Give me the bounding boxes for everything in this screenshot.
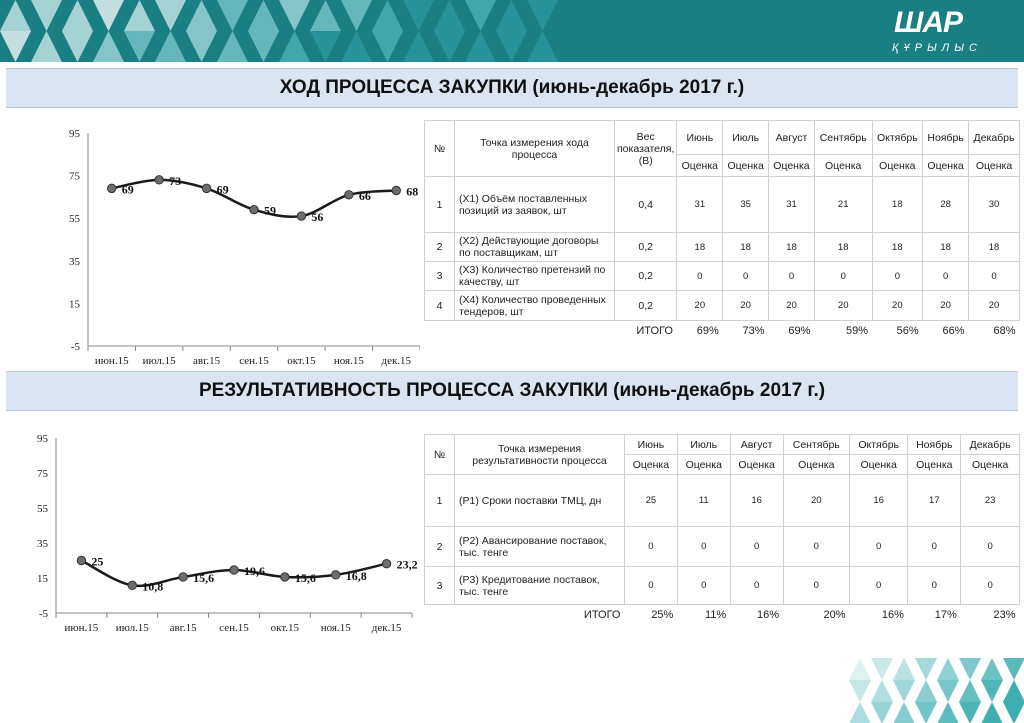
x-tick-label: окт.15 [270, 622, 300, 634]
cell-value: 16 [730, 475, 783, 527]
cell-value: 0 [814, 262, 872, 291]
x-tick-label: дек.15 [371, 622, 402, 634]
x-tick-label: ноя.15 [333, 355, 364, 367]
decor-triangle [849, 680, 871, 702]
data-label: 15,6 [294, 570, 316, 585]
total-value: 59% [846, 324, 869, 337]
cell-value: 31 [769, 177, 815, 233]
y-tick-label: 75 [69, 170, 80, 183]
row-label: (Р3) Кредитование поставок, тыс. тенге [455, 567, 625, 605]
decor-triangle [893, 658, 915, 680]
table-row [425, 262, 1020, 291]
y-tick-label: -5 [70, 341, 80, 353]
decor-triangle [155, 0, 186, 31]
cell-value: 20 [969, 291, 1020, 321]
decor-triangle [372, 31, 403, 62]
row-num: 3 [425, 567, 455, 605]
data-point [108, 184, 116, 192]
decor-triangle [124, 31, 155, 62]
data-point [77, 556, 85, 564]
data-label: 15,6 [193, 570, 215, 585]
data-label: 66 [358, 188, 371, 203]
score-header: Оценка [677, 155, 723, 177]
total-value: 56% [896, 324, 919, 337]
y-tick-label: 75 [37, 468, 48, 480]
month-header: Ноябрь [908, 435, 961, 455]
total-value: 23% [993, 608, 1016, 621]
decor-triangle [403, 31, 434, 62]
score-header: Оценка [850, 455, 908, 475]
decor-triangle [496, 0, 527, 31]
cell-value: 21 [814, 177, 872, 233]
table-row [425, 567, 1020, 605]
score-header: Оценка [769, 155, 815, 177]
data-label: 19,6 [244, 563, 265, 578]
logo-mark: ШАР [894, 6, 963, 39]
month-header: Декабрь [961, 435, 1020, 455]
decor-triangle [496, 31, 527, 62]
row-num: 1 [425, 475, 455, 527]
x-tick-label: июн.15 [94, 355, 129, 367]
cell-value: 18 [814, 233, 872, 262]
score-header: Оценка [872, 155, 923, 177]
decor-triangle [871, 680, 893, 702]
y-tick-label: 95 [37, 433, 48, 445]
x-tick-label: июл.15 [142, 355, 176, 367]
col-weight-header: Вес показателя, (В) [615, 121, 677, 177]
cell-value: 18 [723, 233, 769, 262]
decor-triangle [93, 31, 124, 62]
decor-triangle [915, 658, 937, 680]
decor-triangle [279, 31, 310, 62]
data-point [250, 205, 258, 213]
decor-triangle [62, 0, 93, 31]
data-label: 56 [311, 210, 324, 225]
decor-triangle [981, 658, 1003, 680]
decor-triangle [959, 680, 981, 702]
decor-triangle [310, 31, 341, 62]
cell-value: 0 [783, 567, 849, 605]
decor-triangle [31, 0, 62, 31]
cell-value: 0 [969, 262, 1020, 291]
decor-triangle [217, 0, 248, 31]
cell-value: 0 [908, 527, 961, 567]
col-point-header: Точка измерения результативности процесса [455, 435, 625, 475]
row-label: (Р1) Сроки поставки ТМЦ, дн [455, 475, 625, 527]
x-tick-label: сен.15 [219, 622, 249, 634]
row-label: (Р2) Авансирование поставок, тыс. тенге [455, 527, 625, 567]
total-value: 69% [788, 324, 811, 337]
month-header: Июль [723, 121, 769, 155]
decor-triangle [465, 31, 496, 62]
cell-value: 20 [677, 291, 723, 321]
row-weight: 0,4 [615, 177, 677, 233]
month-header: Октябрь [850, 435, 908, 455]
row-label: (Х1) Объём поставленных позиций из заявок, шт [455, 177, 615, 233]
total-value: 68% [993, 324, 1016, 337]
score-header: Оценка [723, 155, 769, 177]
decor-triangle [1003, 680, 1024, 702]
row-weight: 0,2 [615, 262, 677, 291]
data-point [382, 559, 390, 567]
cell-value: 0 [783, 527, 849, 567]
decor-triangle [981, 680, 1003, 702]
x-tick-label: июн.15 [64, 622, 99, 634]
section-title-effectiveness [6, 371, 1018, 411]
company-logo [886, 6, 1006, 58]
decor-triangle [31, 31, 62, 62]
decor-triangle [93, 0, 124, 31]
data-point [230, 566, 238, 574]
y-tick-label: 35 [69, 255, 80, 268]
x-tick-label: сен.15 [239, 355, 269, 367]
data-point [128, 581, 136, 589]
decor-triangle [893, 702, 915, 723]
row-label: (Х3) Количество претензий по качеству, шт [455, 262, 615, 291]
x-tick-label: авг.15 [193, 355, 221, 367]
data-point [392, 186, 400, 194]
decor-triangle [403, 0, 434, 31]
score-header: Оценка [677, 455, 730, 475]
score-header: Оценка [625, 455, 678, 475]
decor-triangle [0, 0, 31, 31]
cell-value: 0 [872, 262, 923, 291]
cell-value: 0 [677, 527, 730, 567]
y-tick-label: 55 [37, 503, 48, 515]
y-tick-label: 35 [37, 538, 48, 550]
y-tick-label: 15 [69, 298, 80, 311]
data-point [202, 184, 210, 192]
cell-value: 0 [769, 262, 815, 291]
cell-value: 28 [923, 177, 969, 233]
totals-label: ИТОГО [636, 324, 673, 337]
cell-value: 20 [769, 291, 815, 321]
month-header: Сентябрь [783, 435, 849, 455]
data-label: 25 [91, 554, 104, 569]
cell-value: 25 [625, 475, 678, 527]
cell-value: 20 [872, 291, 923, 321]
score-header: Оценка [961, 455, 1020, 475]
cell-value: 0 [850, 567, 908, 605]
decor-triangle [217, 31, 248, 62]
progress-line-chart [40, 118, 420, 368]
cell-value: 20 [723, 291, 769, 321]
decor-triangle [279, 0, 310, 31]
cell-value: 0 [908, 567, 961, 605]
cell-value: 16 [850, 475, 908, 527]
cell-value: 0 [730, 527, 783, 567]
total-value: 16% [881, 608, 904, 621]
cell-value: 20 [923, 291, 969, 321]
data-point [297, 212, 305, 220]
row-num: 3 [425, 262, 455, 291]
cell-value: 17 [908, 475, 961, 527]
total-value: 73% [742, 324, 765, 337]
table-row [425, 291, 1020, 321]
x-tick-label: авг.15 [169, 622, 197, 634]
cell-value: 18 [923, 233, 969, 262]
cell-value: 0 [625, 567, 678, 605]
decor-triangle [186, 31, 217, 62]
decor-triangle [849, 702, 871, 723]
cell-value: 30 [969, 177, 1020, 233]
row-num: 4 [425, 291, 455, 321]
logo-subtitle: ҚҰРЫЛЫС [892, 42, 982, 54]
decor-triangle [434, 31, 465, 62]
data-label: 69 [121, 182, 134, 197]
x-tick-label: окт.15 [287, 355, 316, 367]
data-point [179, 573, 187, 581]
score-header: Оценка [783, 455, 849, 475]
score-header: Оценка [730, 455, 783, 475]
total-value: 20% [823, 608, 846, 621]
cell-value: 20 [783, 475, 849, 527]
col-point-header: Точка измерения хода процесса [455, 121, 615, 177]
row-num: 2 [425, 527, 455, 567]
decor-triangle [527, 31, 558, 62]
score-header: Оценка [969, 155, 1020, 177]
data-label: 73 [169, 173, 182, 188]
cell-value: 18 [677, 233, 723, 262]
cell-value: 0 [961, 527, 1020, 567]
data-label: 10,8 [142, 579, 164, 594]
decor-triangle [310, 0, 341, 31]
data-label: 69 [216, 182, 229, 197]
col-num-header: № [425, 435, 455, 475]
month-header: Июнь [677, 121, 723, 155]
month-header: Ноябрь [923, 121, 969, 155]
totals-row [425, 321, 1020, 341]
month-header: Август [769, 121, 815, 155]
x-tick-label: июл.15 [115, 622, 149, 634]
month-header: Август [730, 435, 783, 455]
table-row [425, 527, 1020, 567]
cell-value: 0 [723, 262, 769, 291]
cell-value: 18 [769, 233, 815, 262]
cell-value: 0 [923, 262, 969, 291]
decor-triangle [248, 0, 279, 31]
cell-value: 35 [723, 177, 769, 233]
data-point [155, 176, 163, 184]
decor-triangle [341, 31, 372, 62]
effectiveness-line-chart [20, 428, 420, 638]
row-weight: 0,2 [615, 291, 677, 321]
row-label: (Х2) Действующие договоры по поставщикам, шт [455, 233, 615, 262]
data-label: 68 [406, 184, 419, 199]
data-label: 23,2 [396, 557, 418, 572]
decor-triangle [341, 0, 372, 31]
total-value: 11% [704, 608, 727, 621]
cell-value: 0 [677, 567, 730, 605]
month-header: Июль [677, 435, 730, 455]
data-point [332, 571, 340, 579]
row-weight: 0,2 [615, 233, 677, 262]
month-header: Октябрь [872, 121, 923, 155]
totals-row [425, 605, 1020, 625]
data-point [281, 573, 289, 581]
data-label: 16,8 [345, 568, 367, 583]
decor-triangle [465, 0, 496, 31]
decor-triangle [915, 702, 937, 723]
section-title-effectiveness-text: РЕЗУЛЬТАТИВНОСТЬ ПРОЦЕССА ЗАКУПКИ (июнь-декабрь 2017 г.) [198, 380, 826, 401]
decor-triangle [186, 0, 217, 31]
decor-triangle [62, 31, 93, 62]
row-num: 2 [425, 233, 455, 262]
footer-triangle-pattern [849, 658, 1024, 723]
data-point [345, 191, 353, 199]
totals-label: ИТОГО [583, 608, 621, 621]
col-num-header: № [425, 121, 455, 177]
progress-table [424, 120, 1020, 341]
decor-triangle [959, 658, 981, 680]
section-title-progress [6, 68, 1018, 108]
cell-value: 18 [969, 233, 1020, 262]
score-header: Оценка [814, 155, 872, 177]
decor-triangle [248, 31, 279, 62]
score-header: Оценка [908, 455, 961, 475]
cell-value: 18 [872, 177, 923, 233]
y-tick-label: 95 [69, 128, 80, 140]
total-value: 66% [942, 324, 965, 337]
cell-value: 11 [677, 475, 730, 527]
row-label: (Х4) Количество проведенных тендеров, шт [455, 291, 615, 321]
x-tick-label: дек.15 [381, 355, 412, 367]
cell-value: 20 [814, 291, 872, 321]
month-header: Июнь [625, 435, 678, 455]
decor-triangle [372, 0, 403, 31]
decor-triangle [527, 0, 558, 31]
table-row [425, 475, 1020, 527]
cell-value: 31 [677, 177, 723, 233]
cell-value: 23 [961, 475, 1020, 527]
x-tick-label: ноя.15 [320, 622, 351, 634]
effectiveness-table [424, 434, 1020, 625]
month-header: Декабрь [969, 121, 1020, 155]
section-title-progress-text: ХОД ПРОЦЕССА ЗАКУПКИ (июнь-декабрь 2017 г.) [279, 77, 745, 98]
decor-triangle [915, 680, 937, 702]
decor-triangle [0, 31, 31, 62]
decor-triangle [981, 702, 1003, 723]
decor-triangle [871, 658, 893, 680]
total-value: 25% [651, 608, 674, 621]
header-triangle-pattern [0, 0, 560, 62]
table-row [425, 177, 1020, 233]
cell-value: 0 [730, 567, 783, 605]
cell-value: 0 [850, 527, 908, 567]
decor-triangle [124, 0, 155, 31]
total-value: 17% [934, 608, 957, 621]
cell-value: 0 [625, 527, 678, 567]
decor-triangle [155, 31, 186, 62]
cell-value: 18 [872, 233, 923, 262]
header-banner [0, 0, 1024, 62]
decor-triangle [1003, 658, 1024, 680]
decor-triangle [937, 658, 959, 680]
decor-triangle [1003, 702, 1024, 723]
decor-triangle [849, 658, 871, 680]
decor-triangle [434, 0, 465, 31]
decor-triangle [871, 702, 893, 723]
y-tick-label: -5 [38, 608, 48, 620]
y-tick-label: 15 [37, 573, 48, 585]
data-label: 59 [264, 203, 276, 218]
table-row [425, 233, 1020, 262]
cell-value: 0 [961, 567, 1020, 605]
total-value: 16% [757, 608, 780, 621]
y-tick-label: 55 [69, 213, 80, 226]
decor-triangle [937, 680, 959, 702]
score-header: Оценка [923, 155, 969, 177]
decor-triangle [937, 702, 959, 723]
decor-triangle [959, 702, 981, 723]
month-header: Сентябрь [814, 121, 872, 155]
cell-value: 0 [677, 262, 723, 291]
total-value: 69% [696, 324, 719, 337]
decor-triangle [893, 680, 915, 702]
row-num: 1 [425, 177, 455, 233]
